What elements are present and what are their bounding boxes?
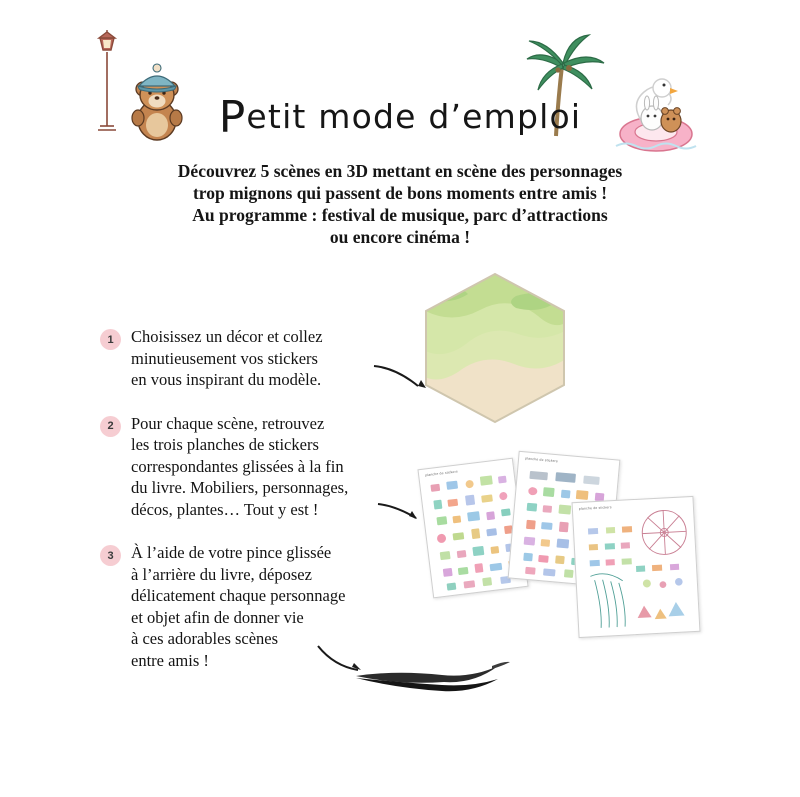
intro-paragraph — [100, 160, 700, 248]
step-number-badge: 1 — [100, 329, 121, 350]
step-3 — [100, 542, 430, 671]
step-line: en vous inspirant du modèle. — [131, 370, 322, 389]
intro-line: Découvrez 5 scènes en 3D mettant en scène des personnages — [177, 161, 623, 181]
step-line: entre amis ! — [131, 650, 209, 670]
step-text — [131, 413, 348, 521]
intro-line: ou encore cinéma ! — [329, 227, 471, 247]
step-line: correspondantes glissées à la fin — [131, 456, 344, 476]
step-line: à ces adorables scènes — [131, 629, 279, 648]
step-text — [131, 326, 323, 391]
sticker-sheet-label: planche de stickers — [424, 469, 459, 478]
sticker-sheet — [572, 496, 701, 638]
step-text — [131, 542, 345, 671]
step-line: délicatement chaque personnage — [131, 586, 346, 605]
page-title — [0, 88, 800, 143]
step-line: du livre. Mobiliers, personnages, — [131, 478, 349, 497]
sticker-sheet-label: planche de stickers — [578, 505, 612, 511]
sticker-sheet-label: planche de stickers — [524, 456, 559, 464]
step-line: à l’arrière du livre, déposez — [131, 564, 312, 584]
intro-line: trop mignons qui passent de bons moments entre amis ! — [192, 183, 608, 203]
step-line: minutieusement vos stickers — [131, 348, 318, 368]
sticker-sheets — [415, 455, 725, 655]
step-line: Choisissez un décor et collez — [131, 327, 323, 346]
tweezers-illustration — [352, 660, 512, 694]
step-line: À l’aide de votre pince glissée — [131, 543, 332, 562]
step-number-badge: 2 — [100, 416, 121, 437]
step-number-badge: 3 — [100, 545, 121, 566]
hexagonal-3d-scene-base — [420, 272, 570, 424]
page-title-rest: etit mode d’emploi — [246, 97, 582, 136]
page-title-initial: P — [218, 92, 247, 143]
step-line: les trois planches de stickers — [131, 435, 319, 454]
step-line: Pour chaque scène, retrouvez — [131, 413, 325, 433]
step-line: décos, plantes… Tout y est ! — [131, 499, 319, 519]
intro-line: Au programme : festival de musique, parc d’attractions — [192, 205, 608, 225]
step-line: et objet afin de donner vie — [131, 607, 304, 627]
sticker-items — [419, 459, 512, 470]
